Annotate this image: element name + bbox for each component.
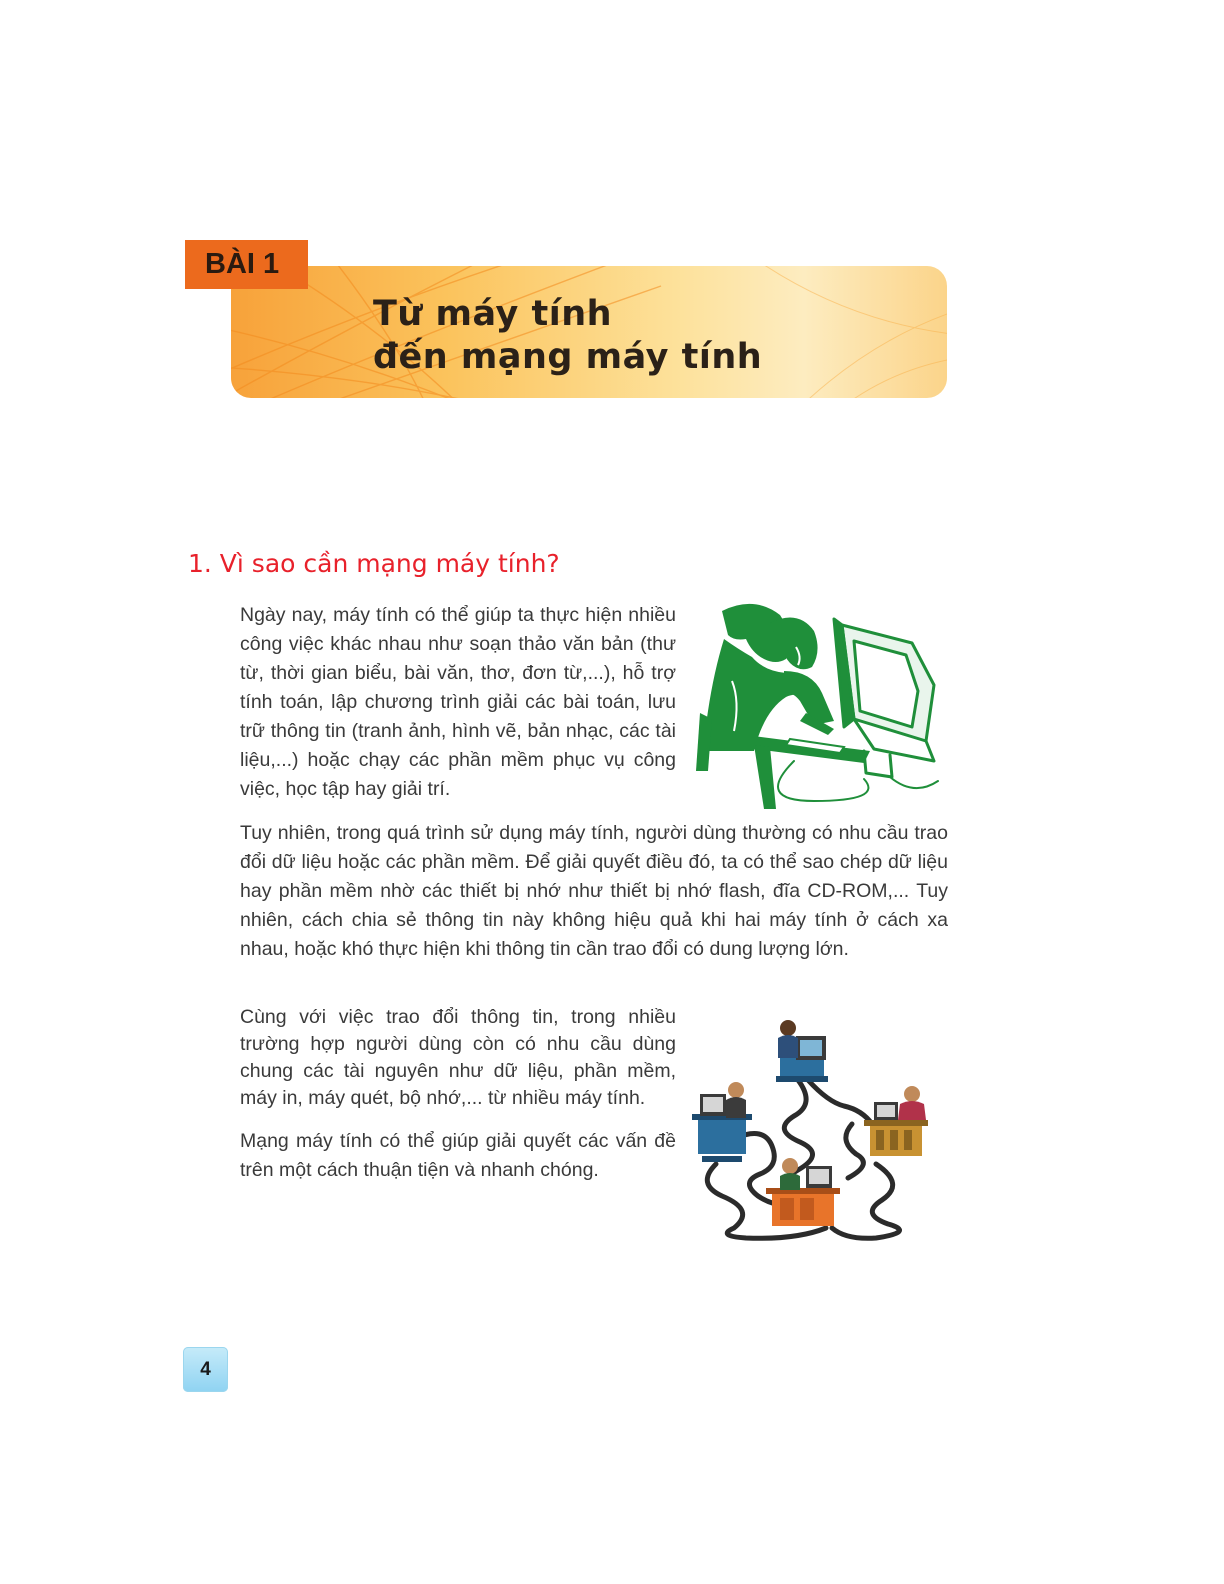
paragraph-shared-resources: Cùng với việc trao đổi thông tin, trong nhiều trường hợp người dùng còn có nhu cầu dùng chung các tài nguyên như dữ liệu, phần mềm, máy in, máy quét, bộ nhớ,... từ nhiều máy tính. <box>240 1006 676 1109</box>
network-workstation-top <box>776 1020 828 1082</box>
lesson-tag: BÀI 1 <box>185 240 308 289</box>
title-banner <box>231 266 947 398</box>
section-heading: 1. Vì sao cần mạng máy tính? <box>188 549 560 578</box>
network-workstation-left <box>692 1082 752 1162</box>
lesson-title-line-2: đến mạng máy tính <box>373 337 763 377</box>
lesson-title-line-1: Từ máy tính <box>373 294 613 334</box>
page-number-badge: 4 <box>183 1347 228 1392</box>
paragraph-data-exchange: Tuy nhiên, trong quá trình sử dụng máy tính, người dùng thường có nhu cầu trao đổi dữ liệu hoặc các phần mềm. Để giải quyết điều đó, ta có thể sao chép dữ liệu hay phần mềm nhờ các thiết bị nhớ như thiết bị nhớ flash, đĩa CD-ROM,... Tuy nhiên, cách chia sẻ thông tin này không hiệu quả khi hai máy tính ở cách xa nhau, hoặc khó thực hiện khi thông tin cần trao đổi có dung lượng lớn. <box>240 822 948 960</box>
computer-user-illustration <box>694 601 948 809</box>
computer-network-illustration <box>676 1014 948 1242</box>
network-workstation-right <box>864 1086 928 1156</box>
paragraph-computer-uses: Ngày nay, máy tính có thể giúp ta thực hiện nhiều công việc khác nhau như soạn thảo văn bản (thư từ, thời gian biểu, bài văn, thơ, đơn từ,...), hỗ trợ tính toán, lập chương trình giải các bài toán, lưu trữ thông tin (tranh ảnh, hình vẽ, bản nhạc, các tài liệu,...) hoặc chạy các phần mềm phục vụ công việc, học tập hay giải trí. <box>240 604 676 800</box>
lesson-title <box>373 293 762 379</box>
paragraph-network-solution: Mạng máy tính có thể giúp giải quyết các vấn đề trên một cách thuận tiện và nhanh chóng. <box>240 1130 676 1181</box>
